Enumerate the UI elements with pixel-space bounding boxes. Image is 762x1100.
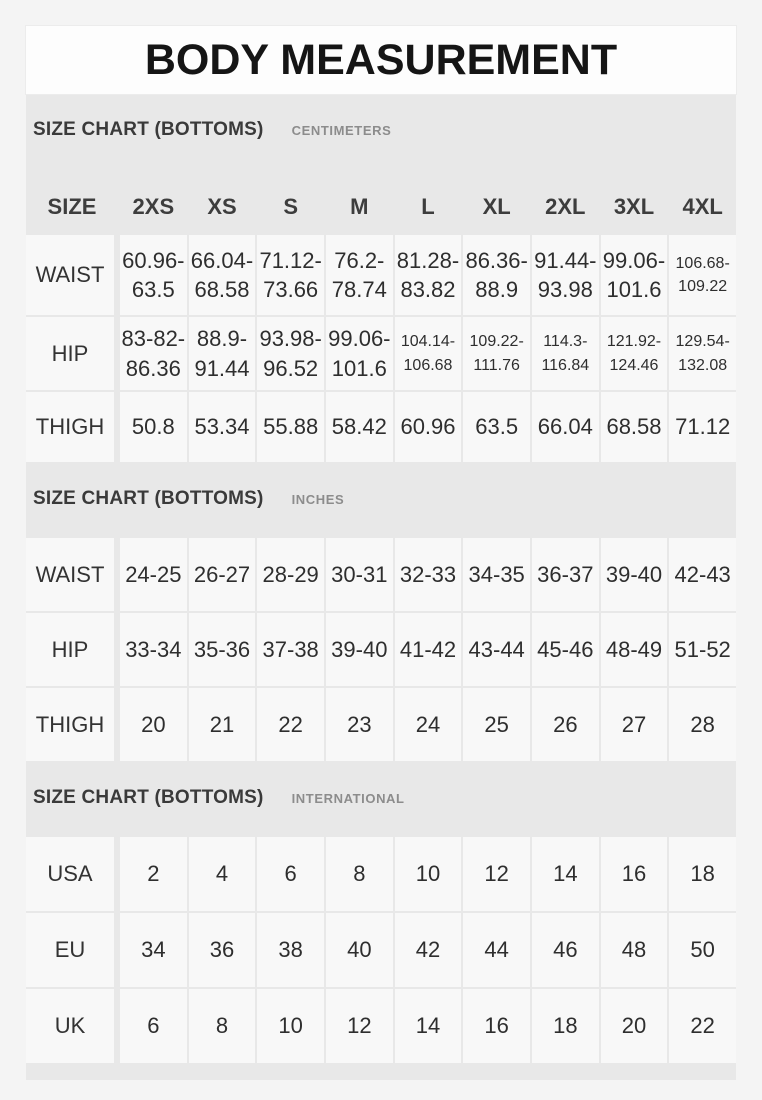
value-text: 12	[347, 1013, 372, 1039]
value-cell	[601, 235, 668, 315]
value-cell	[669, 317, 736, 390]
value-text: 10	[278, 1013, 303, 1039]
value-cell	[601, 317, 668, 390]
value-text: 104.14- 106.68	[400, 333, 456, 374]
value-text: 42-43	[674, 561, 731, 587]
value-text: 71.12	[675, 414, 731, 440]
value-text: 22	[278, 711, 303, 737]
value-cell	[601, 538, 668, 611]
measurement-table	[26, 837, 736, 1063]
value-cell	[257, 837, 324, 911]
value-text: 83-82- 86.36	[121, 326, 186, 381]
value-cell	[120, 538, 187, 611]
value-cell	[601, 392, 668, 462]
section-title: SIZE CHART (BOTTOMS)	[33, 119, 264, 140]
value-text: 14	[415, 1013, 441, 1039]
size-header-cell: 4XL	[682, 194, 723, 219]
value-cell	[532, 688, 599, 761]
value-cell	[601, 688, 668, 761]
value-text: 22	[690, 1013, 715, 1039]
value-text: 36	[209, 937, 235, 963]
page-title: BODY MEASUREMENT	[144, 35, 618, 84]
value-text: 27	[621, 711, 647, 737]
value-text: 33-34	[125, 636, 182, 662]
value-text: 34-35	[468, 561, 525, 587]
value-text: 18	[553, 1013, 578, 1039]
value-text: 99.06- 101.6	[328, 326, 391, 381]
value-text: 121.92- 124.46	[606, 333, 662, 374]
value-cell	[257, 913, 324, 987]
value-text: 24-25	[125, 561, 182, 587]
value-cell	[326, 989, 393, 1063]
measurement-table	[26, 538, 736, 761]
value-text: 12	[484, 861, 509, 887]
value-text: 60.96- 63.5	[122, 247, 185, 302]
value-cell	[326, 613, 393, 686]
value-text: 37-38	[262, 636, 319, 662]
value-cell	[120, 392, 187, 462]
value-cell	[463, 392, 530, 462]
value-cell	[120, 317, 187, 390]
size-header-row	[26, 179, 736, 235]
value-cell	[326, 538, 393, 611]
value-text: 68.58	[606, 414, 662, 440]
value-cell	[463, 913, 530, 987]
value-cell	[120, 989, 187, 1063]
value-text: 93.98- 96.52	[259, 326, 322, 381]
value-cell	[601, 989, 668, 1063]
value-text: 76.2- 78.74	[331, 247, 387, 302]
value-cell	[395, 317, 462, 390]
value-cell	[395, 688, 462, 761]
value-cell	[395, 989, 462, 1063]
measurement-table	[26, 235, 736, 462]
value-cell	[601, 837, 668, 911]
section-header	[26, 462, 736, 538]
value-cell	[189, 688, 256, 761]
value-text: 43-44	[468, 636, 525, 662]
size-header-cell: M	[350, 194, 369, 219]
page-title-card	[25, 25, 737, 95]
value-text: 129.54- 132.08	[675, 333, 730, 374]
value-text: 34	[141, 937, 166, 963]
row-label-cell: EU	[26, 913, 114, 987]
value-text: 2	[147, 861, 160, 887]
row-label-cell: HIP	[26, 317, 114, 390]
value-text: 71.12- 73.66	[259, 247, 322, 302]
row-label-cell: HIP	[26, 613, 114, 686]
row-label-cell: USA	[26, 837, 114, 911]
value-text: 10	[415, 861, 441, 887]
value-text: 6	[284, 861, 297, 887]
value-text: 24	[415, 711, 441, 737]
value-cell	[601, 613, 668, 686]
size-header-cell: XS	[207, 194, 237, 219]
size-header-cell: SIZE	[47, 194, 97, 219]
value-text: 50.8	[131, 414, 175, 440]
value-cell	[463, 317, 530, 390]
size-chart-sections	[26, 95, 736, 1063]
value-cell	[601, 913, 668, 987]
value-cell	[257, 688, 324, 761]
value-text: 14	[553, 861, 578, 887]
row-label-cell: WAIST	[26, 235, 114, 315]
value-text: 60.96	[400, 414, 456, 440]
value-cell	[669, 989, 736, 1063]
value-cell	[257, 538, 324, 611]
value-text: 26-27	[193, 561, 251, 587]
value-cell	[669, 392, 736, 462]
row-label-cell: UK	[26, 989, 114, 1063]
value-cell	[120, 913, 187, 987]
value-text: 45-46	[537, 636, 594, 662]
value-cell	[395, 837, 462, 911]
value-text: 20	[621, 1013, 647, 1039]
value-cell	[395, 235, 462, 315]
row-label-cell: THIGH	[26, 688, 114, 761]
value-text: 88.9- 91.44	[194, 326, 250, 381]
value-text: 30-31	[331, 561, 388, 587]
size-header-cell: 2XL	[545, 194, 586, 219]
value-text: 106.68- 109.22	[675, 254, 730, 295]
value-cell	[669, 913, 736, 987]
value-text: 23	[347, 711, 372, 737]
value-text: 91.44- 93.98	[534, 247, 597, 302]
value-text: 26	[553, 711, 578, 737]
value-cell	[669, 538, 736, 611]
value-cell	[669, 235, 736, 315]
section-subtitle: CENTIMETERS	[291, 123, 392, 138]
value-text: 99.06- 101.6	[602, 247, 666, 302]
value-cell	[257, 613, 324, 686]
size-header-cell: XL	[482, 194, 511, 219]
value-text: 21	[209, 711, 235, 737]
section-title: SIZE CHART (BOTTOMS)	[33, 787, 264, 808]
value-text: 20	[141, 711, 166, 737]
value-cell	[532, 317, 599, 390]
size-header-cell: 2XS	[132, 194, 175, 219]
value-text: 41-42	[399, 636, 457, 662]
value-cell	[189, 913, 256, 987]
value-cell	[532, 989, 599, 1063]
value-text: 53.34	[194, 414, 250, 440]
size-chart-section	[26, 462, 736, 761]
size-header-cell: S	[283, 194, 298, 219]
value-cell	[463, 837, 530, 911]
value-cell	[257, 392, 324, 462]
value-cell	[189, 317, 256, 390]
value-cell	[669, 837, 736, 911]
section-header	[26, 95, 736, 141]
value-text: 38	[278, 937, 303, 963]
value-cell	[463, 538, 530, 611]
value-cell	[463, 235, 530, 315]
value-cell	[326, 235, 393, 315]
size-header-cell: L	[421, 194, 435, 219]
size-chart-section	[26, 95, 736, 462]
value-text: 32-33	[399, 561, 457, 587]
section-header	[26, 761, 736, 837]
value-cell	[326, 688, 393, 761]
value-text: 109.22- 111.76	[469, 333, 524, 374]
value-cell	[532, 392, 599, 462]
value-text: 35-36	[193, 636, 251, 662]
value-text: 8	[215, 1013, 229, 1039]
value-text: 48	[621, 937, 647, 963]
value-cell	[463, 989, 530, 1063]
value-text: 55.88	[263, 414, 319, 440]
value-text: 18	[690, 861, 715, 887]
value-cell	[532, 538, 599, 611]
size-chart-container	[26, 95, 736, 1080]
value-text: 39-40	[331, 636, 388, 662]
section-subtitle: INCHES	[291, 492, 345, 507]
value-cell	[120, 235, 187, 315]
section-title: SIZE CHART (BOTTOMS)	[33, 488, 264, 509]
value-text: 66.04- 68.58	[190, 247, 254, 302]
value-text: 40	[347, 937, 372, 963]
value-cell	[120, 613, 187, 686]
value-text: 6	[147, 1013, 160, 1039]
value-cell	[189, 538, 256, 611]
value-cell	[120, 688, 187, 761]
row-label-cell: THIGH	[26, 392, 114, 462]
value-text: 28-29	[262, 561, 319, 587]
value-cell	[669, 688, 736, 761]
size-chart-section	[26, 761, 736, 1063]
value-text: 39-40	[605, 561, 663, 587]
value-cell	[532, 913, 599, 987]
value-text: 8	[353, 861, 366, 887]
value-cell	[189, 613, 256, 686]
value-text: 28	[690, 711, 715, 737]
value-cell	[326, 317, 393, 390]
value-cell	[326, 392, 393, 462]
section-subtitle: INTERNATIONAL	[291, 791, 405, 806]
value-cell	[395, 913, 462, 987]
size-header-cell: 3XL	[613, 194, 655, 219]
value-cell	[257, 989, 324, 1063]
value-text: 51-52	[674, 636, 731, 662]
value-cell	[395, 392, 462, 462]
value-text: 58.42	[331, 414, 387, 440]
value-cell	[189, 837, 256, 911]
value-text: 42	[415, 937, 441, 963]
value-text: 44	[484, 937, 509, 963]
value-text: 4	[215, 861, 229, 887]
value-cell	[463, 613, 530, 686]
value-text: 50	[690, 937, 715, 963]
value-cell	[326, 837, 393, 911]
value-text: 63.5	[475, 414, 519, 440]
value-text: 16	[621, 861, 647, 887]
value-cell	[395, 613, 462, 686]
value-cell	[532, 613, 599, 686]
value-cell	[189, 392, 256, 462]
value-text: 81.28- 83.82	[396, 247, 460, 302]
value-cell	[395, 538, 462, 611]
value-cell	[532, 235, 599, 315]
value-text: 114.3- 116.84	[541, 333, 590, 374]
value-text: 36-37	[537, 561, 594, 587]
value-text: 66.04	[537, 414, 593, 440]
value-text: 25	[484, 711, 509, 737]
value-cell	[189, 989, 256, 1063]
value-cell	[257, 317, 324, 390]
value-text: 86.36- 88.9	[465, 247, 528, 302]
value-cell	[326, 913, 393, 987]
value-cell	[463, 688, 530, 761]
value-cell	[120, 837, 187, 911]
value-text: 48-49	[605, 636, 663, 662]
value-cell	[189, 235, 256, 315]
value-text: 46	[553, 937, 578, 963]
value-cell	[532, 837, 599, 911]
row-label-cell: WAIST	[26, 538, 114, 611]
value-cell	[257, 235, 324, 315]
value-text: 16	[484, 1013, 509, 1039]
value-cell	[669, 613, 736, 686]
